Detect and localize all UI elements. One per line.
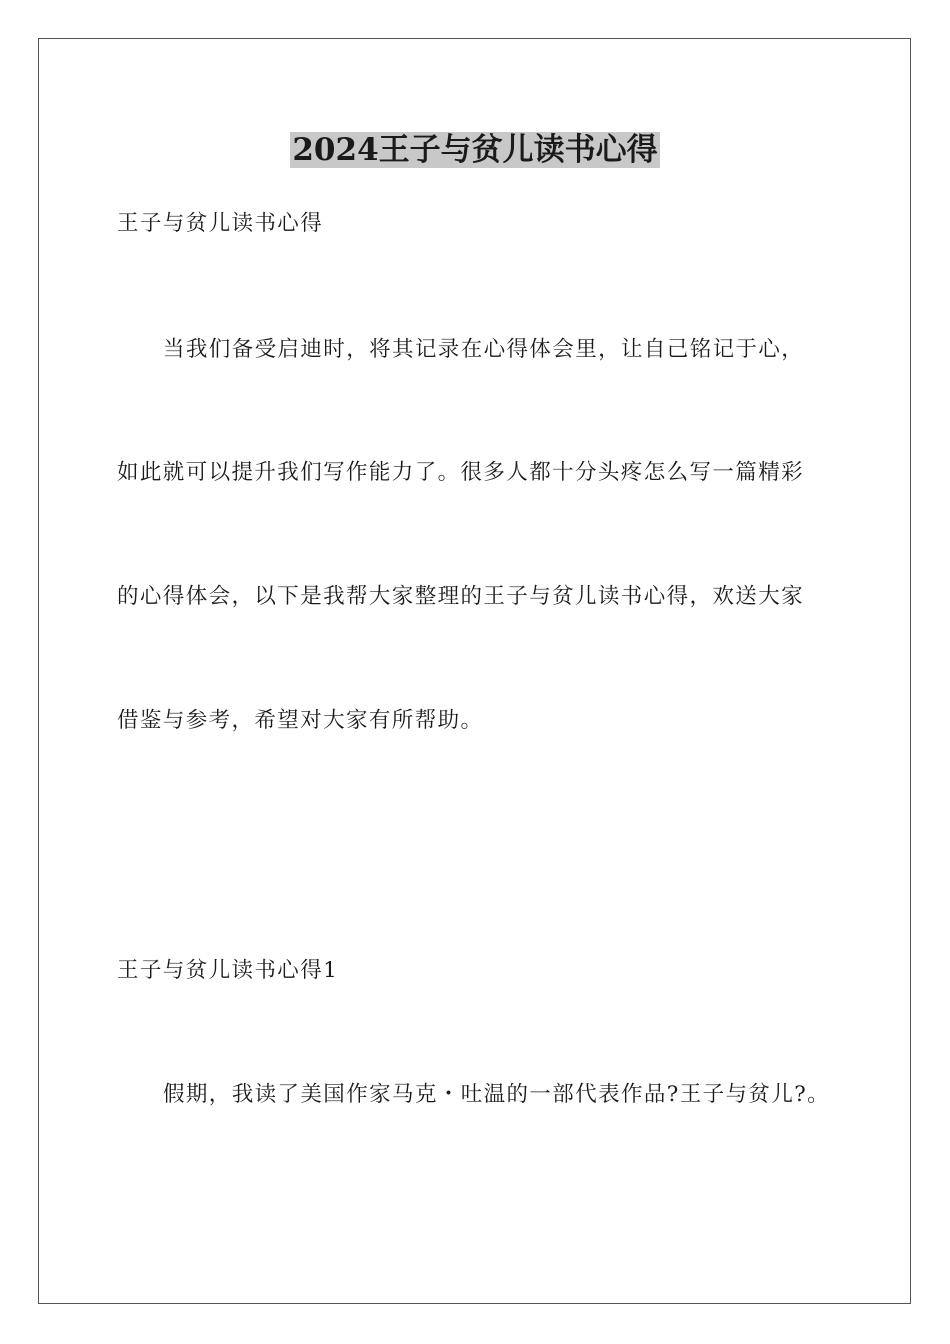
intro-line-3: 的心得体会，以下是我帮大家整理的王子与贫儿读书心得，欢送大家: [117, 584, 805, 609]
intro-line-2: 如此就可以提升我们写作能力了。很多人都十分头疼怎么写一篇精彩: [117, 460, 805, 485]
document-subtitle: 王子与贫儿读书心得: [117, 211, 324, 236]
document-title-text: 2024王子与贫儿读书心得: [292, 132, 658, 168]
document-title: [0, 128, 950, 172]
intro-line-1: 当我们备受启迪时，将其记录在心得体会里，让自己铭记于心，: [163, 337, 805, 362]
intro-line-4: 借鉴与参考，希望对大家有所帮助。: [117, 708, 484, 733]
section-heading: 王子与贫儿读书心得1: [117, 958, 339, 983]
section-line-1: 假期，我读了美国作家马克・吐温的一部代表作品?王子与贫儿?。: [163, 1082, 831, 1107]
